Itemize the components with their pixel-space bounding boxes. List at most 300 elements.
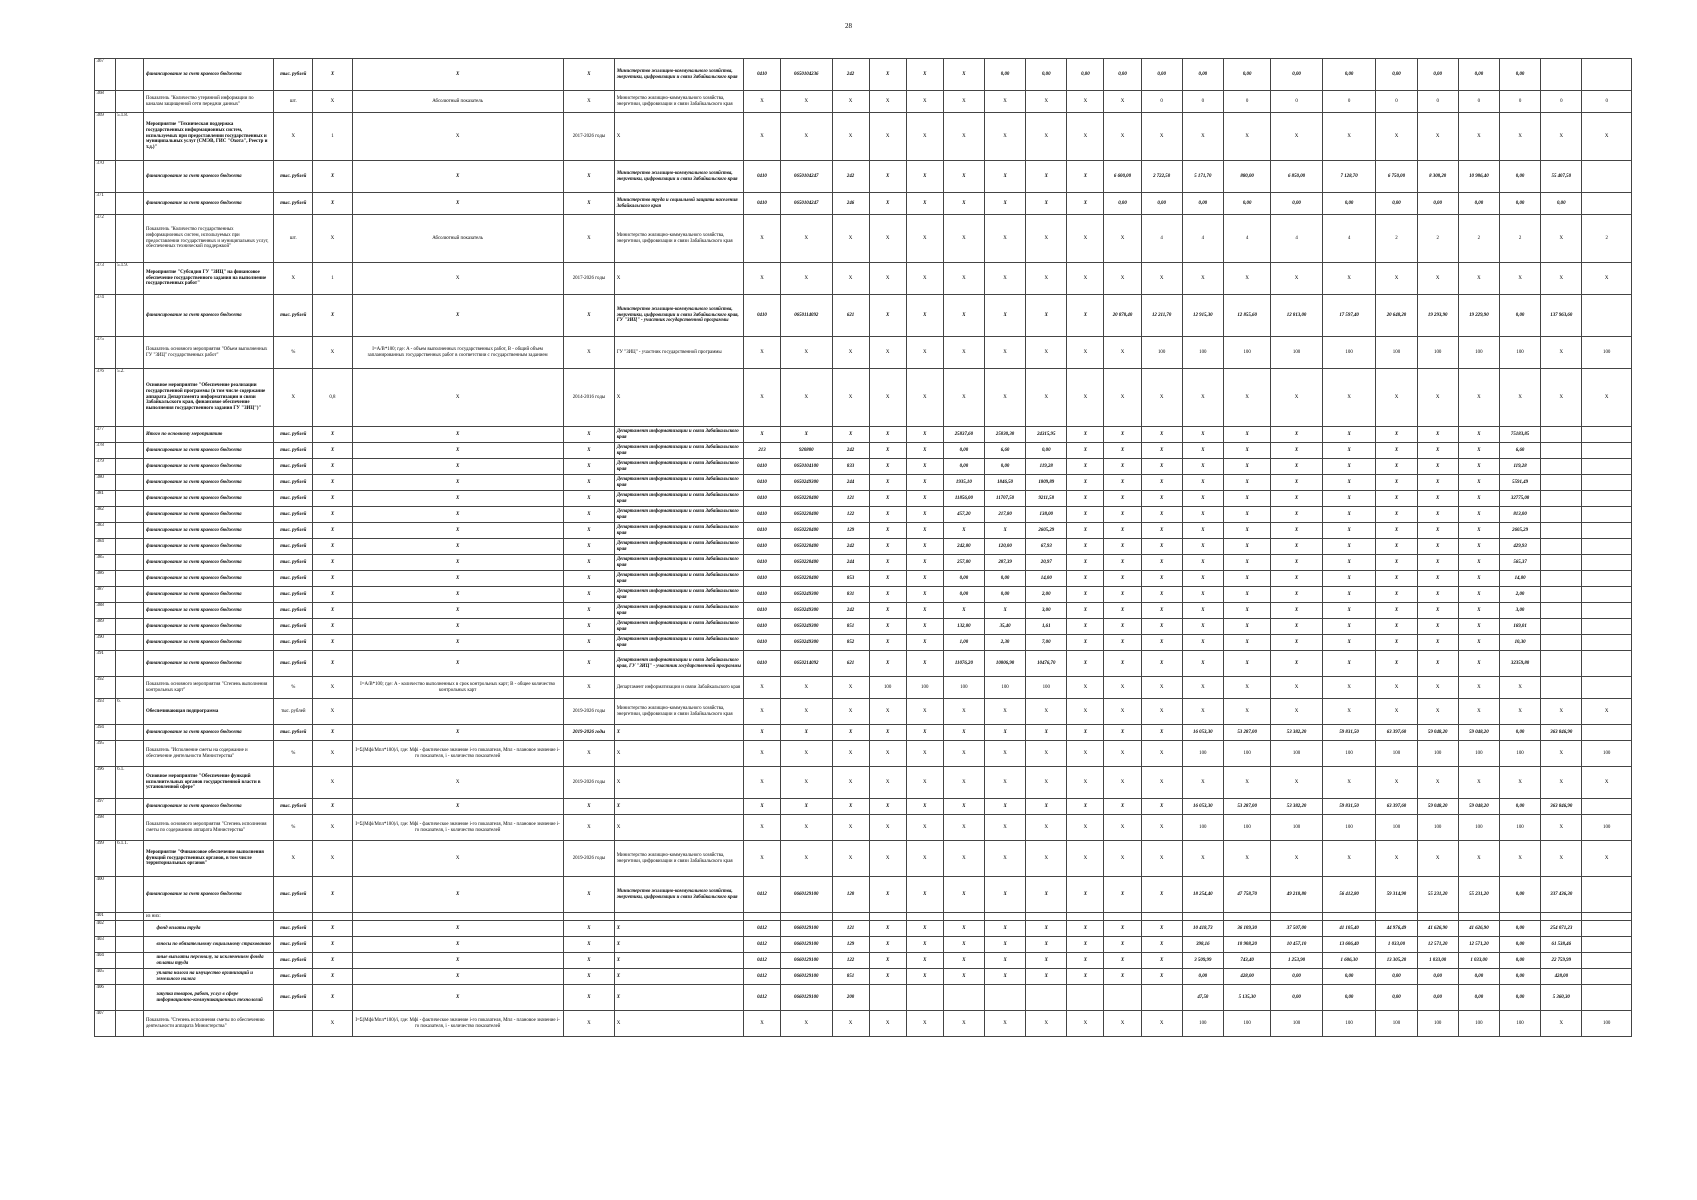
table-cell: Департамент информатизации и связи Забайкальского края [615, 587, 744, 603]
table-cell: финансирование за счет краевого бюджета [144, 651, 274, 677]
table-cell: X [906, 937, 943, 953]
table-cell [1582, 295, 1632, 337]
table-cell: X [943, 1011, 984, 1037]
table-cell: тыс. рублей [274, 459, 313, 475]
table-cell [115, 59, 144, 91]
table-cell: X [1141, 369, 1182, 427]
table-cell: 407 [95, 1011, 116, 1037]
table-cell: X [906, 491, 943, 507]
table-cell: X [313, 215, 352, 263]
table-row [95, 969, 1632, 985]
table-cell: 100 [1376, 1011, 1417, 1037]
table-cell: X [1026, 741, 1067, 767]
table-cell [1271, 913, 1323, 921]
table-cell: X [1141, 937, 1182, 953]
table-cell: X [869, 215, 906, 263]
table-cell: % [274, 337, 313, 369]
table-cell: тыс. рублей [274, 921, 313, 937]
table-cell: X [563, 475, 615, 491]
table-cell: 32775,08 [1499, 491, 1540, 507]
table-cell: X [1376, 263, 1417, 295]
table-cell: 100 [1271, 741, 1323, 767]
table-cell: X [906, 215, 943, 263]
table-cell: финансирование за счет краевого бюджета [144, 459, 274, 475]
table-cell: 1,61 [1026, 619, 1067, 635]
table-cell: 853 [832, 571, 869, 587]
table-cell: X [1322, 619, 1376, 635]
table-cell [1541, 571, 1582, 587]
table-cell: X [1141, 699, 1182, 725]
table-row [95, 921, 1632, 937]
table-cell: X [743, 337, 780, 369]
table-cell [1541, 913, 1582, 921]
table-cell: X [943, 725, 984, 741]
table-cell: 380 [95, 475, 116, 491]
table-cell: 0,00 [1417, 969, 1458, 985]
table-cell: X [1026, 193, 1067, 215]
table-cell: X [563, 741, 615, 767]
table-cell: X [1104, 555, 1141, 571]
table-cell: X [352, 877, 563, 913]
table-cell: X [1223, 523, 1270, 539]
table-row [95, 215, 1632, 263]
table-cell: X [1376, 619, 1417, 635]
table-cell: 0410 [743, 507, 780, 523]
table-cell: 0,00 [1271, 59, 1323, 91]
table-cell: 403 [95, 937, 116, 953]
table-cell: 100 [1223, 1011, 1270, 1037]
table-cell: 100 [1458, 741, 1499, 767]
table-cell: X [906, 113, 943, 161]
table-cell: 67,93 [1026, 539, 1067, 555]
table-cell: 120,00 [984, 539, 1025, 555]
table-cell: X [1067, 921, 1104, 937]
table-cell: X [906, 443, 943, 459]
table-cell: X [563, 539, 615, 555]
table-cell: 6 850,00 [1271, 161, 1323, 193]
table-cell: X [1182, 475, 1223, 491]
table-cell: 401 [95, 913, 116, 921]
table-cell [1582, 799, 1632, 815]
table-cell: Департамент информатизации и связи Забайкальского края [615, 571, 744, 587]
table-cell: 100 [1499, 741, 1540, 767]
table-cell [1541, 677, 1582, 699]
table-cell: 337 436,30 [1541, 877, 1582, 913]
table-cell: X [984, 161, 1025, 193]
table-cell: X [1067, 937, 1104, 953]
table-cell: тыс. рублей [274, 475, 313, 491]
table-cell [1541, 459, 1582, 475]
table-cell: X [1067, 603, 1104, 619]
table-cell: X [743, 699, 780, 725]
table-row [95, 295, 1632, 337]
table-cell: 0,00 [943, 459, 984, 475]
table-cell: 0,00 [1499, 725, 1540, 741]
table-cell [115, 635, 144, 651]
table-cell: X [832, 767, 869, 799]
table-cell: X [313, 953, 352, 969]
table-cell: X [906, 635, 943, 651]
table-cell: 1809,89 [1026, 475, 1067, 491]
table-cell: 100 [1582, 1011, 1632, 1037]
table-cell: X [1582, 263, 1632, 295]
table-row [95, 937, 1632, 953]
table-cell: X [1376, 459, 1417, 475]
table-cell: X [1458, 587, 1499, 603]
table-cell: X [1376, 539, 1417, 555]
table-cell: 100 [1582, 815, 1632, 841]
table-cell: 0412 [743, 877, 780, 913]
table-cell: X [1182, 443, 1223, 459]
table-cell: X [563, 1011, 615, 1037]
table-cell [115, 523, 144, 539]
table-cell: X [563, 635, 615, 651]
table-cell: 920800 [781, 443, 833, 459]
table-cell: X [1067, 523, 1104, 539]
table-cell: X [563, 921, 615, 937]
table-cell: X [781, 767, 833, 799]
table-cell: 5591,49 [1499, 475, 1540, 491]
table-cell: X [352, 161, 563, 193]
table-cell: X [1182, 677, 1223, 699]
table-cell: 213 [743, 443, 780, 459]
table-cell: X [1223, 619, 1270, 635]
table-cell: 10476,70 [1026, 651, 1067, 677]
table-cell [115, 619, 144, 635]
table-cell: тыс. рублей [274, 539, 313, 555]
table-cell: 100 [1182, 1011, 1223, 1037]
table-cell: 100 [1376, 741, 1417, 767]
table-cell: 122 [832, 953, 869, 969]
table-cell: X [869, 523, 906, 539]
table-cell: X [313, 635, 352, 651]
table-cell: 1846,50 [984, 475, 1025, 491]
table-cell [1417, 913, 1458, 921]
table-cell: 0,00 [943, 587, 984, 603]
table-cell: 376 [95, 369, 116, 427]
page-number: 28 [845, 22, 852, 30]
table-cell: X [1271, 587, 1323, 603]
table-row [95, 161, 1632, 193]
table-cell: 100 [1499, 337, 1540, 369]
table-cell: 59 831,50 [1322, 725, 1376, 741]
table-cell: 100 [1322, 741, 1376, 767]
table-cell: X [984, 969, 1025, 985]
table-cell: X [313, 59, 352, 91]
table-cell: X [1458, 841, 1499, 877]
table-cell: X [352, 369, 563, 427]
table-cell: Показатель основного мероприятия "Степень выполнения контрольных карт" [144, 677, 274, 699]
table-cell: X [615, 815, 744, 841]
table-cell: Мероприятие "Техническая поддержка государственных информационных систем, используемых при предоставлении государственных и муниципальных услуг (СМЭВ, ГИС "Охота", Реестр и т.д.)" [144, 113, 274, 161]
table-cell: X [984, 799, 1025, 815]
table-cell: X [1104, 113, 1141, 161]
table-cell: Департамент информатизации и связи Забайкальского края [615, 619, 744, 635]
table-cell: X [1417, 677, 1458, 699]
table-cell: X [1376, 475, 1417, 491]
table-cell: X [1026, 969, 1067, 985]
table-cell [1582, 913, 1632, 921]
table-cell: X [1322, 677, 1376, 699]
table-cell: Министерство жилищно-коммунального хозяйства, энергетики, цифровизации и связи Забайкальского края [615, 59, 744, 91]
table-cell: X [984, 295, 1025, 337]
table-cell [115, 913, 144, 921]
table-cell: X [1541, 337, 1582, 369]
table-cell: X [1417, 603, 1458, 619]
table-cell: 2017-2026 годы [563, 113, 615, 161]
table-cell: 36 109,30 [1223, 921, 1270, 937]
table-row [95, 523, 1632, 539]
table-cell: 100 [869, 677, 906, 699]
table-cell: 0650104236 [781, 59, 833, 91]
table-cell: X [352, 587, 563, 603]
table-cell: 384 [95, 539, 116, 555]
table-cell: X [943, 337, 984, 369]
table-cell [1104, 913, 1141, 921]
table-cell: 621 [832, 295, 869, 337]
table-cell: 61 538,46 [1541, 937, 1582, 953]
table-cell: 10 908,20 [1223, 937, 1270, 953]
table-cell: 0410 [743, 603, 780, 619]
table-cell: финансирование за счет краевого бюджета [144, 295, 274, 337]
table-cell: X [1376, 427, 1417, 443]
table-cell: X [1223, 635, 1270, 651]
table-cell: 41 105,40 [1322, 921, 1376, 937]
table-cell: 0,00 [1458, 969, 1499, 985]
table-cell: 63 397,60 [1376, 725, 1417, 741]
table-cell: X [869, 427, 906, 443]
table-cell: X [615, 263, 744, 295]
table-cell: X [984, 215, 1025, 263]
table-cell: 14,00 [1499, 571, 1540, 587]
table-cell: X [1104, 587, 1141, 603]
table-cell: из них: [144, 913, 274, 921]
table-cell: 0410 [743, 635, 780, 651]
table-cell [115, 651, 144, 677]
table-cell: X [615, 725, 744, 741]
table-cell: 100 [1376, 815, 1417, 841]
table-cell: X [615, 799, 744, 815]
table-cell: X [1067, 1011, 1104, 1037]
table-cell: 169,01 [1499, 619, 1540, 635]
table-cell: X [1417, 571, 1458, 587]
table-cell: 2605,29 [1026, 523, 1067, 539]
table-cell: X [615, 953, 744, 969]
table-cell: 0,00 [1499, 969, 1540, 985]
table-cell: X [1141, 619, 1182, 635]
table-cell: 7,00 [1026, 635, 1067, 651]
table-cell: X [1141, 507, 1182, 523]
table-cell [115, 799, 144, 815]
table-cell: 398,16 [1182, 937, 1223, 953]
table-cell: 400 [95, 877, 116, 913]
table-cell: Министерство жилищно-коммунального хозяйства, энергетики, цифровизации и связи Забайкальского края, ГУ "ЗИЦ" - участник государственной программы [615, 295, 744, 337]
table-cell [1026, 913, 1067, 921]
table-row [95, 1011, 1632, 1037]
table-cell: X [1417, 619, 1458, 635]
table-cell: X [1271, 677, 1323, 699]
table-cell: X [1067, 741, 1104, 767]
table-cell: 0 [1322, 91, 1376, 113]
table-cell: X [313, 767, 352, 799]
table-cell [115, 507, 144, 523]
table-cell [1582, 953, 1632, 969]
table-cell [115, 921, 144, 937]
table-cell: X [563, 815, 615, 841]
table-cell: X [1104, 443, 1141, 459]
table-cell: 0410 [743, 587, 780, 603]
table-cell: X [1104, 619, 1141, 635]
table-cell: 10806,90 [984, 651, 1025, 677]
table-cell: X [1271, 571, 1323, 587]
table-cell [906, 913, 943, 921]
table-cell: X [1067, 767, 1104, 799]
table-cell [743, 913, 780, 921]
table-cell: Основное мероприятие "Обеспечение функций исполнительных органов государственной власти в установленной сфере" [144, 767, 274, 799]
table-cell: тыс. рублей [274, 193, 313, 215]
table-cell: X [1026, 161, 1067, 193]
table-cell: X [984, 953, 1025, 969]
table-cell: финансирование за счет краевого бюджета [144, 475, 274, 491]
table-cell [115, 295, 144, 337]
table-cell: 0412 [743, 985, 780, 1011]
table-cell: X [869, 507, 906, 523]
table-cell [984, 985, 1025, 1011]
table-cell: X [1067, 953, 1104, 969]
table-cell: X [781, 215, 833, 263]
table-cell: 0 [1182, 91, 1223, 113]
table-cell: 0,00 [1499, 161, 1540, 193]
table-cell: X [906, 699, 943, 725]
table-cell: 100 [943, 677, 984, 699]
table-cell: 4 [1223, 215, 1270, 263]
table-cell: X [906, 1011, 943, 1037]
table-cell: X [1458, 427, 1499, 443]
table-cell: 11707,50 [984, 491, 1025, 507]
table-cell: X [1141, 799, 1182, 815]
table-cell: X [1223, 427, 1270, 443]
table-cell: X [1067, 459, 1104, 475]
table-cell: X [274, 369, 313, 427]
table-cell: X [869, 587, 906, 603]
table-cell: 363 846,90 [1541, 799, 1582, 815]
table-row [95, 113, 1632, 161]
table-cell: тыс. рублей [274, 295, 313, 337]
table-cell [1541, 491, 1582, 507]
table-cell: X [1104, 953, 1141, 969]
table-cell: 457,20 [943, 507, 984, 523]
table-cell: 0650220400 [781, 555, 833, 571]
table-cell: X [869, 369, 906, 427]
table-cell: X [943, 815, 984, 841]
table-cell: X [1376, 491, 1417, 507]
table-cell: 399 [95, 841, 116, 877]
table-cell: финансирование за счет краевого бюджета [144, 619, 274, 635]
table-cell: X [1141, 877, 1182, 913]
table-cell: 0,00 [1322, 193, 1376, 215]
table-cell: 0410 [743, 491, 780, 507]
table-cell: X [313, 937, 352, 953]
table-cell: 2019-2026 годы [563, 699, 615, 725]
table-cell: X [832, 113, 869, 161]
table-cell: X [615, 1011, 744, 1037]
table-cell: 0660129100 [781, 969, 833, 985]
table-cell [832, 913, 869, 921]
table-cell: X [1104, 603, 1141, 619]
table-cell: X [743, 1011, 780, 1037]
table-cell: X [1141, 741, 1182, 767]
table-cell: X [1182, 523, 1223, 539]
table-cell: X [1458, 699, 1499, 725]
table-cell: 100 [1026, 677, 1067, 699]
table-cell: 5.1.8. [115, 113, 144, 161]
table-cell: 0,00 [1499, 953, 1540, 969]
table-cell: 0,00 [1223, 193, 1270, 215]
table-cell: X [563, 295, 615, 337]
table-cell: 0,00 [1223, 59, 1270, 91]
table-cell: X [943, 193, 984, 215]
table-cell: X [869, 799, 906, 815]
table-cell: 367 [95, 59, 116, 91]
table-cell: 0,00 [1499, 985, 1540, 1011]
table-cell: 5.1.9. [115, 263, 144, 295]
table-cell: X [352, 619, 563, 635]
table-cell: X [1271, 475, 1323, 491]
table-cell: % [274, 741, 313, 767]
table-cell: 100 [1182, 337, 1223, 369]
table-cell: X [352, 799, 563, 815]
table-cell: X [1458, 767, 1499, 799]
table-cell: 2605,29 [1499, 523, 1540, 539]
table-cell: Министерство жилищно-коммунального хозяйства, энергетики, цифровизации и связи Забайкальского края [615, 215, 744, 263]
table-cell: 0660129100 [781, 985, 833, 1011]
table-cell: X [1104, 475, 1141, 491]
table-cell [1582, 877, 1632, 913]
table-cell: X [743, 215, 780, 263]
table-cell: 53 287,00 [1223, 799, 1270, 815]
table-cell [1141, 913, 1182, 921]
table-cell: X [1104, 937, 1141, 953]
table-row [95, 491, 1632, 507]
table-cell: X [313, 725, 352, 741]
table-cell: 0,00 [984, 459, 1025, 475]
table-cell: 0,00 [1182, 969, 1223, 985]
table-cell: Министерство жилищно-коммунального хозяйства, энергетики, цифровизации и связи Забайкальского края [615, 841, 744, 877]
table-cell: 17 597,40 [1322, 295, 1376, 337]
table-cell: X [1067, 815, 1104, 841]
table-row [95, 427, 1632, 443]
table-cell: X [1104, 725, 1141, 741]
table-cell: X [1141, 263, 1182, 295]
table-cell: 0650220400 [781, 491, 833, 507]
table-cell: 381 [95, 491, 116, 507]
table-cell: X [1376, 677, 1417, 699]
table-cell: X [781, 337, 833, 369]
table-cell: X [352, 193, 563, 215]
table-cell: X [1223, 571, 1270, 587]
table-cell: X [906, 841, 943, 877]
table-cell: 56 412,80 [1322, 877, 1376, 913]
table-cell: X [832, 741, 869, 767]
table-cell: X [943, 767, 984, 799]
table-cell: X [1104, 369, 1141, 427]
table-cell: X [563, 677, 615, 699]
table-cell: 0,00 [1271, 985, 1323, 1011]
table-cell: 137 963,60 [1541, 295, 1582, 337]
table-cell: 100 [1458, 1011, 1499, 1037]
table-cell: X [1271, 555, 1323, 571]
table-cell [1499, 913, 1540, 921]
